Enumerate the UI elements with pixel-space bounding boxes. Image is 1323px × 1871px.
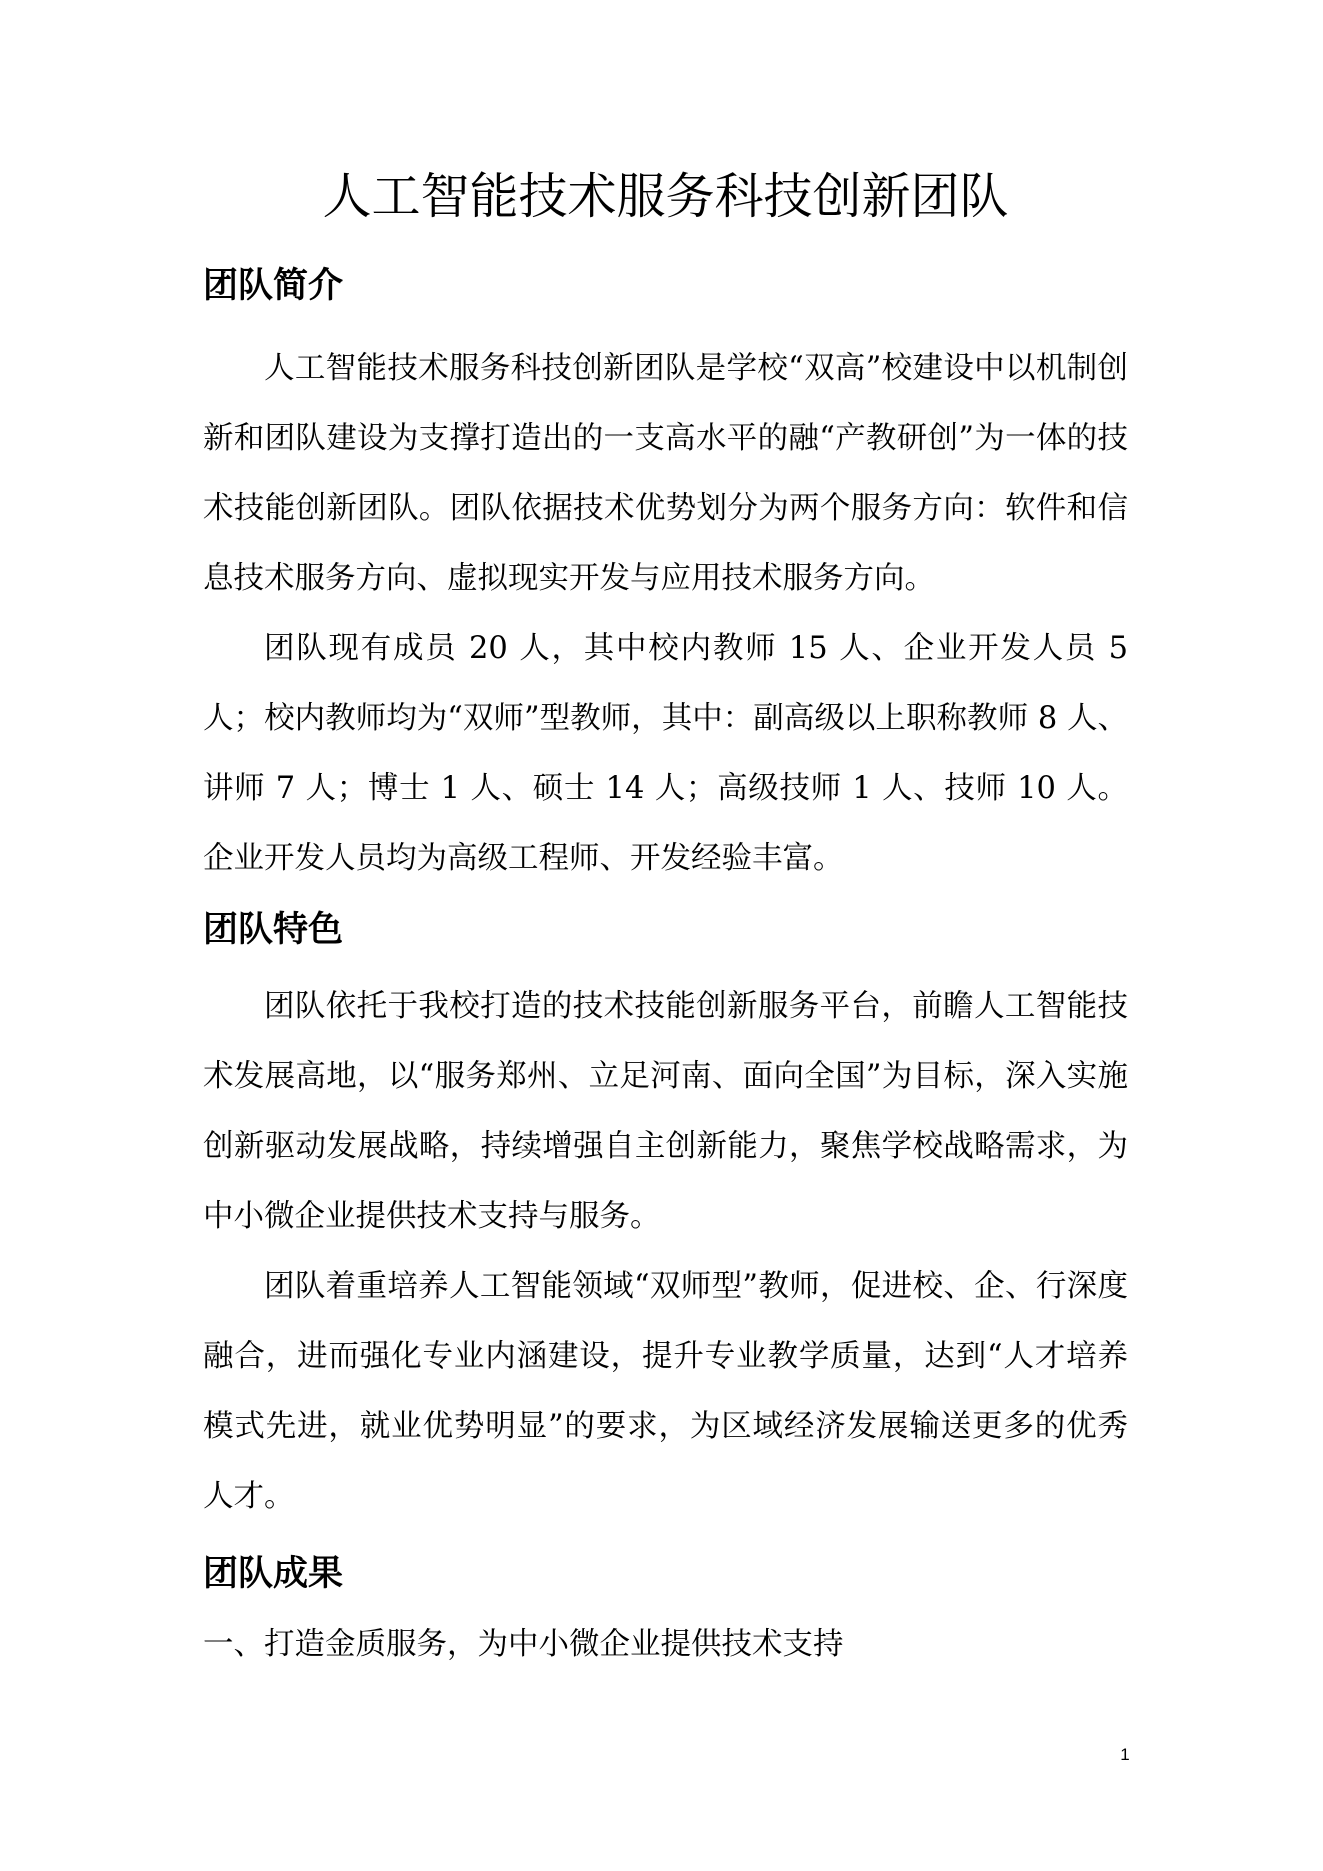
paragraph-team-achievements-1: 一、打造金质服务，为中小微企业提供技术支持 bbox=[203, 1627, 844, 1662]
page-number: 1 bbox=[1120, 1745, 1130, 1764]
paragraph-team-features-2: 团队着重培养人工智能领域“双师型”教师，促进校、企、行深度融合，进而强化专业内涵建设，提升专业教学质量，达到“人才培养模式先进，就业优势明显”的要求，为区域经济发展输送更多的优秀人才。 bbox=[203, 1269, 1128, 1514]
section-heading-team-achievements: 团队成果 bbox=[203, 1554, 344, 1594]
document-body bbox=[203, 162, 1128, 1680]
paragraph-team-features-1: 团队依托于我校打造的技术技能创新服务平台，前瞻人工智能技术发展高地，以“服务郑州、立足河南、面向全国”为目标，深入实施创新驱动发展战略，持续增强自主创新能力，聚焦学校战略需求，为中小微企业提供技术支持与服务。 bbox=[203, 989, 1128, 1234]
section-heading-team-intro: 团队简介 bbox=[203, 266, 344, 306]
document-title: 人工智能技术服务科技创新团队 bbox=[322, 168, 1009, 225]
paragraph-team-intro-2: 团队现有成员 20 人，其中校内教师 15 人、企业开发人员 5 人；校内教师均为“双师”型教师，其中：副高级以上职称教师 8 人、讲师 7 人；博士 1 人、硕士 14 人；高级技师 1 人、技师 10 人。企业开发人员均为高级工程师、开发经验丰富。 bbox=[203, 631, 1128, 876]
section-heading-team-features: 团队特色 bbox=[203, 910, 344, 950]
paragraph-team-intro-1: 人工智能技术服务科技创新团队是学校“双高”校建设中以机制创新和团队建设为支撑打造出的一支高水平的融“产教研创”为一体的技术技能创新团队。团队依据技术优势划分为两个服务方向：软件和信息技术服务方向、虚拟现实开发与应用技术服务方向。 bbox=[203, 351, 1128, 596]
